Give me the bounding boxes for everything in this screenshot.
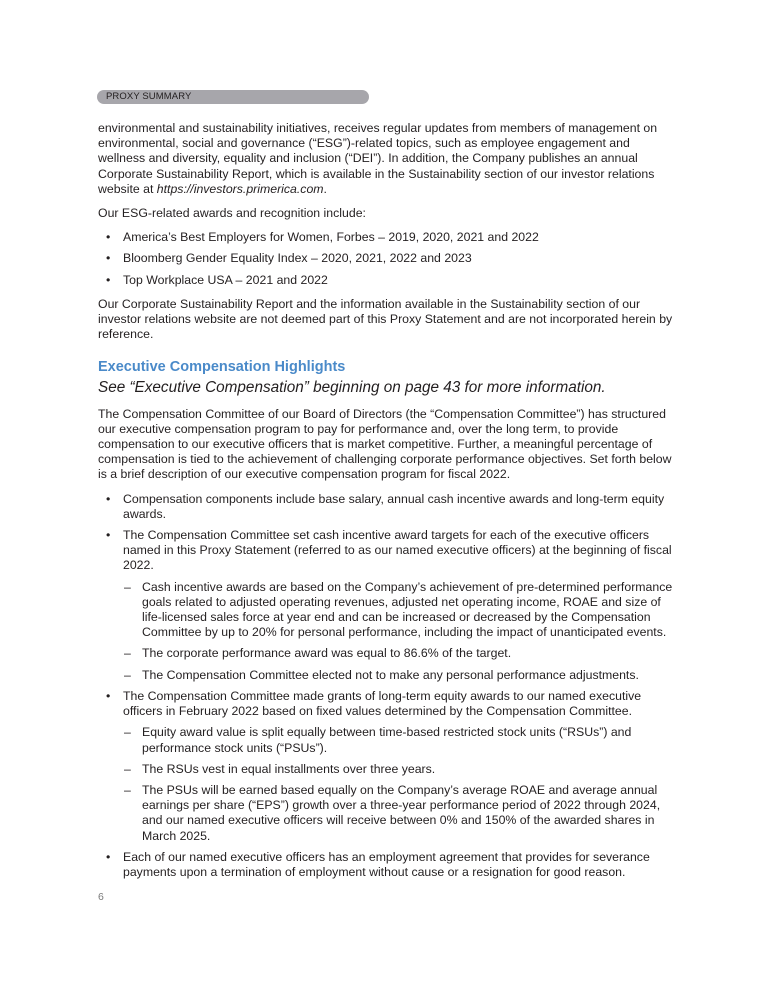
sub-list-item: – The RSUs vest in equal installments over three years.	[123, 762, 676, 777]
sub-list-item: – Cash incentive awards are based on the Company’s achievement of pre-determined performance goals related to adjusted operating revenues, adjusted net operating income, ROAE and size of life-licensed sales force at year end and can be increased or decreased by the Compensation Committee by up to 20% for personal performance, including the impact of unanticipated events.	[123, 580, 676, 641]
sub-list-item: – The corporate performance award was equal to 86.6% of the target.	[123, 646, 676, 661]
sub-list-item: – Equity award value is split equally between time-based restricted stock units (“RSUs”) and performance stock units (“PSUs”).	[123, 725, 676, 755]
sub-list-item: – The PSUs will be earned based equally on the Company’s average ROAE and average annual earnings per share (“EPS”) growth over a three-year performance period of 2022 through 2024, and our named executive officers will receive between 0% and 150% of the awarded shares in March 2025.	[123, 783, 676, 844]
list-item: • The Compensation Committee made grants of long-term equity awards to our named executive officers in February 2022 based on fixed values determined by the Compensation Committee. – Equity award value is split equally between time-based restricted stock units (“RSUs”) and performance stock units (“PSUs”). – The RSUs vest in equal installments over three years. – The PSUs will be earned based equally on the Company’s average ROAE and average annual earnings per share (“EPS”) growth over a three-year performance period of 2022 through 2024, and our named executive officers will receive between 0% and 150% of the awarded shares in March 2025.	[98, 689, 676, 844]
section-header-bar	[97, 90, 369, 104]
comp-highlights-list	[98, 492, 676, 880]
sub-list-item: – The Compensation Committee elected not to make any personal performance adjustments.	[123, 668, 676, 683]
section-heading: Executive Compensation Highlights	[98, 359, 346, 376]
page-content	[98, 121, 676, 889]
investor-relations-link: https://investors.primerica.com	[156, 181, 324, 196]
list-item: • Compensation components include base salary, annual cash incentive awards and long-term equity awards.	[98, 492, 676, 522]
comp-intro-paragraph: The Compensation Committee of our Board of Directors (the “Compensation Committee”) has structured our executive compensation program to pay for performance and, over the long term, to provide compensation to our executive officers that is market competitive. Further, a meaningful percentage of compensation is tied to the achievement of challenging corporate performance objectives. Set forth below is a brief description of our executive compensation program for fiscal 2022.	[98, 406, 672, 482]
list-item: • The Compensation Committee set cash incentive award targets for each of the executive officers named in this Proxy Statement (referred to as our named executive officers) at the beginning of fiscal 2022. – Cash incentive awards are based on the Company’s achievement of pre-determined performance goals related to adjusted operating revenues, adjusted net operating income, ROAE and size of life-licensed sales force at year end and can be increased or decreased by the Compensation Committee by up to 20% for personal performance, including the impact of unanticipated events. – The corporate performance award was equal to 86.6% of the target. – The Compensation Committee elected not to make any personal performance adjustments.	[98, 528, 676, 683]
disclaimer-paragraph: Our Corporate Sustainability Report and the information available in the Sustainability section of our investor relations website are not deemed part of this Proxy Statement and are not incorporated herein by reference.	[98, 296, 673, 342]
esg-paragraph: environmental and sustainability initiatives, receives regular updates from members of management on environmental, social and governance (“ESG”)-related topics, such as employee engagement and wellness and diversity, equality and inclusion (“DEI”). In addition, the Company publishes an annual Corporate Sustainability Report, which is available in the Sustainability section of our investor relations website at https://investors.primerica.com.	[98, 121, 658, 196]
sub-list	[123, 725, 676, 843]
list-item: • Each of our named executive officers has an employment agreement that provides for severance payments upon a termination of employment without cause or a resignation for good reason.	[98, 850, 676, 880]
awards-list	[98, 230, 676, 288]
list-item: • Top Workplace USA – 2021 and 2022	[98, 273, 676, 288]
awards-lead: Our ESG-related awards and recognition include:	[98, 206, 366, 221]
sub-list	[123, 580, 676, 683]
list-item: • America’s Best Employers for Women, Forbes – 2019, 2020, 2021 and 2022	[98, 230, 676, 245]
section-label: PROXY SUMMARY	[106, 91, 192, 102]
list-item: • Bloomberg Gender Equality Index – 2020, 2021, 2022 and 2023	[98, 251, 676, 266]
section-subheading: See “Executive Compensation” beginning on page 43 for more information.	[98, 378, 606, 396]
page-number: 6	[98, 891, 104, 903]
